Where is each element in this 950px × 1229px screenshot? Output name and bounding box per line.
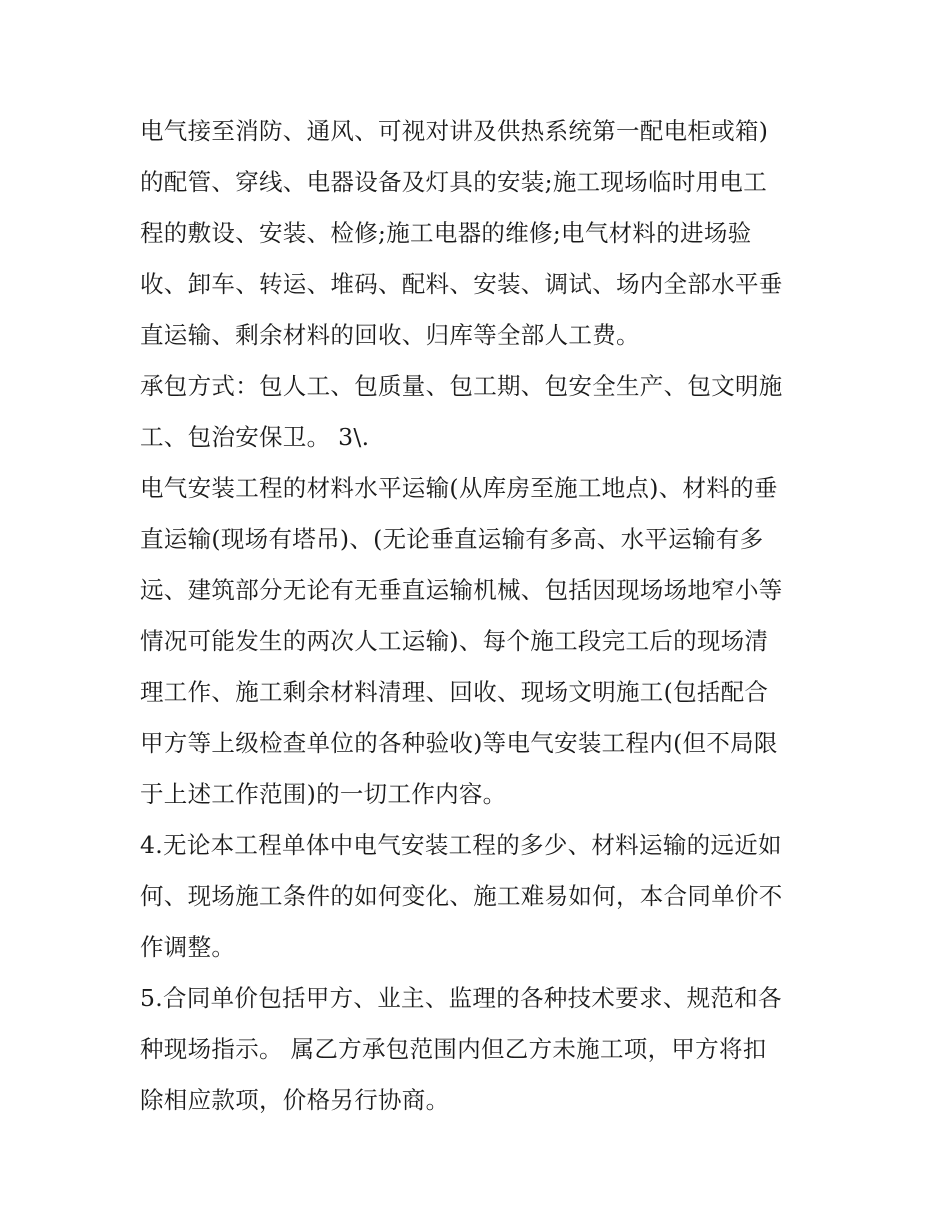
text-line: 理工作、施工剩余材料清理、回收、现场文明施工(包括配合 [140, 678, 769, 706]
text-line: 远、建筑部分无论有无垂直运输机械、包括因现场场地窄小等 [140, 576, 783, 604]
text-line: 4.无论本工程单体中电气安装工程的多少、材料运输的远近如 [140, 831, 782, 859]
text-line: 于上述工作范围)的一切工作内容。 [140, 780, 507, 808]
text-line: 何、现场施工条件的如何变化、施工难易如何，本合同单价不 [140, 882, 783, 910]
text-line: 电气接至消防、通风、可视对讲及供热系统第一配电柜或箱) [140, 117, 769, 145]
text-line: 工、包治安保卫。 3\. [140, 423, 370, 451]
document-body [140, 106, 820, 1126]
text-line: 5.合同单价包括甲方、业主、监理的各种技术要求、规范和各 [140, 984, 782, 1012]
text-line: 直运输(现场有塔吊)、(无论垂直运输有多高、水平运输有多 [140, 525, 764, 553]
text-line: 电气安装工程的材料水平运输(从库房至施工地点)、材料的垂 [140, 474, 778, 502]
text-line: 直运输、剩余材料的回收、归库等全部人工费。 [140, 321, 640, 349]
text-line: 程的敷设、安装、检修;施工电器的维修;电气材料的进场验 [140, 219, 752, 247]
text-line: 甲方等上级检查单位的各种验收)等电气安装工程内(但不局限 [140, 729, 778, 757]
text-line: 情况可能发生的两次人工运输)、每个施工段完工后的现场清 [140, 627, 769, 655]
text-line: 除相应款项，价格另行协商。 [140, 1086, 450, 1114]
text-line: 作调整。 [140, 933, 236, 961]
text-line: 承包方式：包人工、包质量、包工期、包安全生产、包文明施 [140, 372, 783, 400]
text-line: 种现场指示。 属乙方承包范围内但乙方未施工项，甲方将扣 [140, 1035, 767, 1063]
text-line: 的配管、穿线、电器设备及灯具的安装;施工现场临时用电工 [140, 168, 768, 196]
text-line: 收、卸车、转运、堆码、配料、安装、调试、场内全部水平垂 [140, 270, 783, 298]
